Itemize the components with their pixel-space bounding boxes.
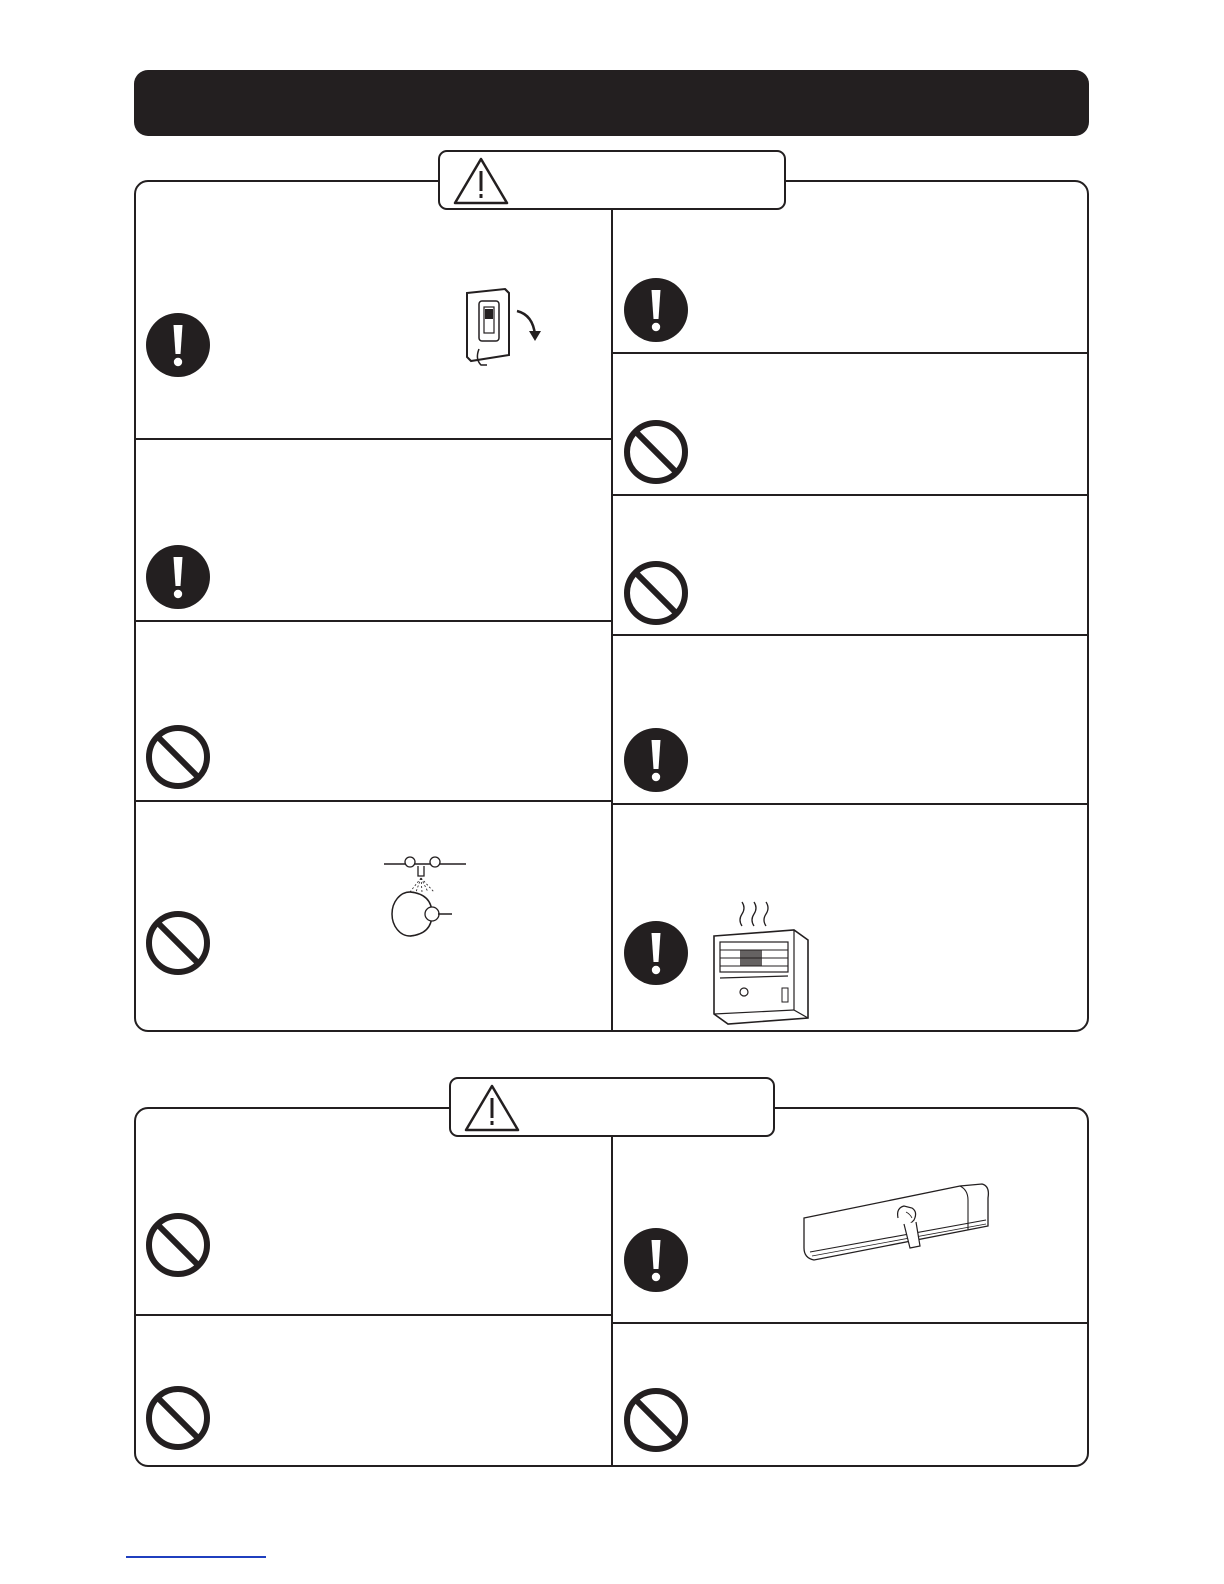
heater-illustration xyxy=(710,900,820,1025)
warning-row-divider xyxy=(136,438,612,440)
indoor-unit-cleaning-illustration xyxy=(800,1178,992,1270)
warning-row-divider xyxy=(612,352,1087,354)
warning-row-divider xyxy=(612,494,1087,496)
warning-row-divider xyxy=(612,634,1087,636)
caution-column-divider xyxy=(611,1137,613,1465)
fan-motor-water-spray-illustration xyxy=(380,852,470,952)
warning-row-divider xyxy=(136,620,612,622)
caution-panel-tab xyxy=(449,1077,775,1137)
prohibited-icon xyxy=(623,419,689,485)
prohibited-icon xyxy=(623,560,689,626)
caution-row-divider xyxy=(612,1322,1087,1324)
mandatory-action-icon xyxy=(623,277,689,343)
mandatory-action-icon xyxy=(623,920,689,986)
caution-row-divider xyxy=(136,1314,612,1316)
mandatory-action-icon xyxy=(623,1227,689,1293)
mandatory-action-icon xyxy=(623,727,689,793)
prohibited-icon xyxy=(145,1212,211,1278)
warning-row-divider xyxy=(136,800,612,802)
prohibited-icon xyxy=(145,724,211,790)
power-switch-illustration xyxy=(455,285,550,370)
prohibited-icon xyxy=(145,1385,211,1451)
footer-link-underline[interactable] xyxy=(126,1556,266,1558)
prohibited-icon xyxy=(145,910,211,976)
section-header-bar xyxy=(134,70,1089,136)
warning-triangle-icon xyxy=(452,156,510,206)
mandatory-action-icon xyxy=(145,312,211,378)
warning-panel-tab xyxy=(438,150,786,210)
warning-row-divider xyxy=(612,803,1087,805)
prohibited-icon xyxy=(623,1387,689,1453)
mandatory-action-icon xyxy=(145,544,211,610)
warning-triangle-icon xyxy=(463,1083,521,1133)
